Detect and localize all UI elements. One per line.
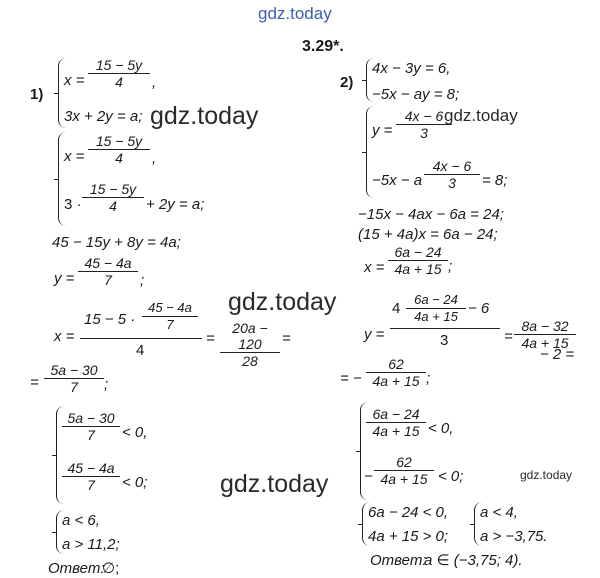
part1-eq6-num: 5a − 30 — [50, 362, 98, 378]
part1-eq4-frac — [78, 255, 138, 288]
part1-eq5-end: = — [282, 330, 291, 347]
part2-sys2-ynum: 4x − 6 — [404, 108, 444, 124]
part2-sys2-l2pre: −5x − a — [372, 172, 423, 189]
part1-eq5-innerfrac — [142, 300, 198, 333]
part1-sys3-anum: 5a − 30 — [67, 410, 115, 426]
part2-sys2-l2num: 4x − 6 — [432, 158, 472, 174]
part2-sys2-yden: 3 — [420, 125, 428, 141]
part2-sys2-l2den: 3 — [448, 175, 456, 191]
part2-eq7-den: 4a + 15 — [372, 373, 420, 389]
part1-sys1-xtail: , — [152, 74, 157, 91]
part1-eq3: 45 − 15y + 8y = 4a; — [52, 234, 181, 251]
part2-label: 2) — [340, 74, 354, 91]
part2-eq6-f2den: 4a + 15 — [521, 335, 569, 351]
part2-eq6-innernum: 6a − 24 — [414, 292, 458, 307]
part1-sys4-line1: a < 6, — [62, 512, 100, 529]
part1-sys3-bfrac — [62, 460, 120, 493]
part2-sys2-ypre: y = — [372, 122, 393, 139]
part2-eq7-num: 62 — [388, 356, 404, 372]
part2-sys3-bfrac — [374, 454, 434, 487]
part1-sys2-l2post: + 2y = a; — [146, 196, 205, 213]
part1-eq5-bigfrac — [80, 300, 192, 362]
part2-sys3-aden: 4a + 15 — [372, 423, 420, 439]
part2-eq5-frac — [388, 244, 448, 277]
part1-sys1-xfrac — [88, 57, 150, 90]
part2-eq6-numpost: − 6 — [468, 300, 490, 317]
part2-sys3-apost: < 0, — [428, 420, 454, 437]
part2-sys3-bnum: 62 — [396, 454, 412, 470]
part1-eq6-frac — [44, 362, 104, 395]
part1-sys1-xden: 4 — [115, 74, 123, 90]
part1-eq5-bigden: 4 — [136, 342, 145, 359]
part1-sys1-line2: 3x + 2y = a; — [64, 108, 143, 125]
part2-eq6-mid: = — [504, 328, 513, 345]
part2-sys5-l1: a < 4, — [480, 504, 518, 521]
part2-eq6-innerden: 4a + 15 — [414, 309, 458, 324]
part1-sys2-l2pre: 3 · — [64, 196, 82, 213]
part1-sys3-aden: 7 — [87, 427, 95, 443]
part1-sys2-l2num: 15 − 5y — [89, 181, 137, 197]
part1-eq5-bignumpre: 15 − 5 · — [84, 311, 136, 328]
part1-sys1-xeq: x = — [64, 72, 85, 89]
part1-sys2-l2frac — [82, 181, 144, 214]
watermark-3: gdz.today — [220, 470, 329, 498]
part2-sys5-l2: a > −3,75. — [480, 528, 548, 545]
part1-eq4-num: 45 − 4a — [84, 255, 132, 271]
part1-eq5-innernum: 45 − 4a — [148, 300, 192, 315]
part1-eq4-den: 7 — [104, 272, 112, 288]
part2-eq6-f2num: 8a − 32 — [521, 318, 569, 334]
part2-answer-value: a ∈ (−3,75; 4). — [424, 552, 523, 569]
fraction-bar — [80, 338, 202, 339]
part1-eq5-frac2num: 20a − 120 — [232, 320, 268, 352]
part2-sys4-l1: 6a − 24 < 0, — [368, 504, 449, 521]
part1-eq5-pre: x = — [54, 328, 75, 345]
part1-sys2-xnum: 15 − 5y — [95, 133, 143, 149]
part1-sys2-xden: 4 — [115, 150, 123, 166]
part2-sys1-line1: 4x − 3y = 6, — [372, 60, 451, 77]
part1-sys3-bpost: < 0; — [122, 474, 148, 491]
part2-sys3-bden: 4a + 15 — [380, 471, 428, 487]
part1-eq5-frac2den: 28 — [242, 353, 258, 369]
watermark-1: gdz.today — [150, 102, 259, 130]
part1-sys2-xeq: x = — [64, 148, 85, 165]
part2-eq6-bigden: 3 — [440, 332, 449, 349]
part1-eq4-pre: y = — [54, 270, 75, 287]
part2-eq5-num: 6a − 24 — [394, 244, 442, 260]
part2-eq7-post: ; — [426, 370, 431, 387]
part2-sys4-l2: 4a + 15 > 0; — [368, 528, 449, 545]
part2-eq6-numpre: 4 — [392, 300, 401, 317]
fraction-bar — [390, 328, 500, 329]
part1-eq5-frac2 — [220, 320, 280, 369]
part2-eq5-pre: x = — [364, 259, 385, 276]
part1-sys3-bden: 7 — [87, 477, 95, 493]
part2-sys2-l2post: = 8; — [482, 172, 508, 189]
part2-eq3: −15x − 4ax − 6a = 24; — [358, 206, 504, 223]
part1-eq6-den: 7 — [70, 379, 78, 395]
part2-eq6-bigfrac — [390, 290, 502, 356]
part2-eq5-den: 4a + 15 — [394, 261, 442, 277]
part1-eq5-mid: = — [206, 330, 215, 347]
part2-sys3-bpost: < 0; — [438, 468, 464, 485]
part1-label: 1) — [30, 86, 44, 103]
watermark-4: gdz.today — [444, 106, 518, 125]
part1-sys3-afrac — [62, 410, 120, 443]
part2-sys3-bpre: − — [364, 468, 373, 485]
part1-eq6-post: ; — [104, 376, 109, 393]
part1-sys2-xfrac — [88, 133, 150, 166]
part2-eq6-innerfrac — [406, 292, 466, 325]
part1-answer-value: ∅; — [102, 560, 120, 577]
part1-sys2-xtail: , — [152, 150, 157, 167]
part1-answer-label: Ответ: — [48, 560, 105, 577]
part1-sys2-l2den: 4 — [109, 198, 117, 214]
part2-sys3-afrac — [366, 406, 426, 439]
watermark-top: gdz.today — [258, 4, 332, 23]
part2-eq6-end: − 2 = — [540, 346, 575, 363]
part1-eq4-post: ; — [140, 272, 145, 289]
part2-eq5-post: ; — [448, 258, 453, 275]
watermark-5: gdz.today — [520, 468, 573, 482]
part2-eq6-pre: y = — [364, 326, 385, 343]
part1-sys3-apost: < 0, — [122, 424, 148, 441]
part2-eq4: (15 + 4a)x = 6a − 24; — [358, 226, 498, 243]
part2-sys1-line2: −5x − ay = 8; — [372, 86, 460, 103]
part1-eq5-innerden: 7 — [166, 317, 174, 332]
part1-eq6-pre: = — [30, 374, 39, 391]
part2-sys2-l2frac — [424, 158, 480, 191]
part2-answer-label: Ответ: — [370, 552, 427, 569]
part2-eq7-pre: = − — [340, 370, 362, 387]
part2-eq7-frac — [366, 356, 426, 389]
part1-sys3-bnum: 45 − 4a — [67, 460, 115, 476]
watermark-2: gdz.today — [228, 288, 337, 316]
part2-sys3-anum: 6a − 24 — [372, 406, 420, 422]
part1-sys4-line2: a > 11,2; — [62, 536, 120, 553]
problem-number: 3.29*. — [302, 38, 344, 55]
part1-sys1-xnum: 15 − 5y — [95, 57, 143, 73]
